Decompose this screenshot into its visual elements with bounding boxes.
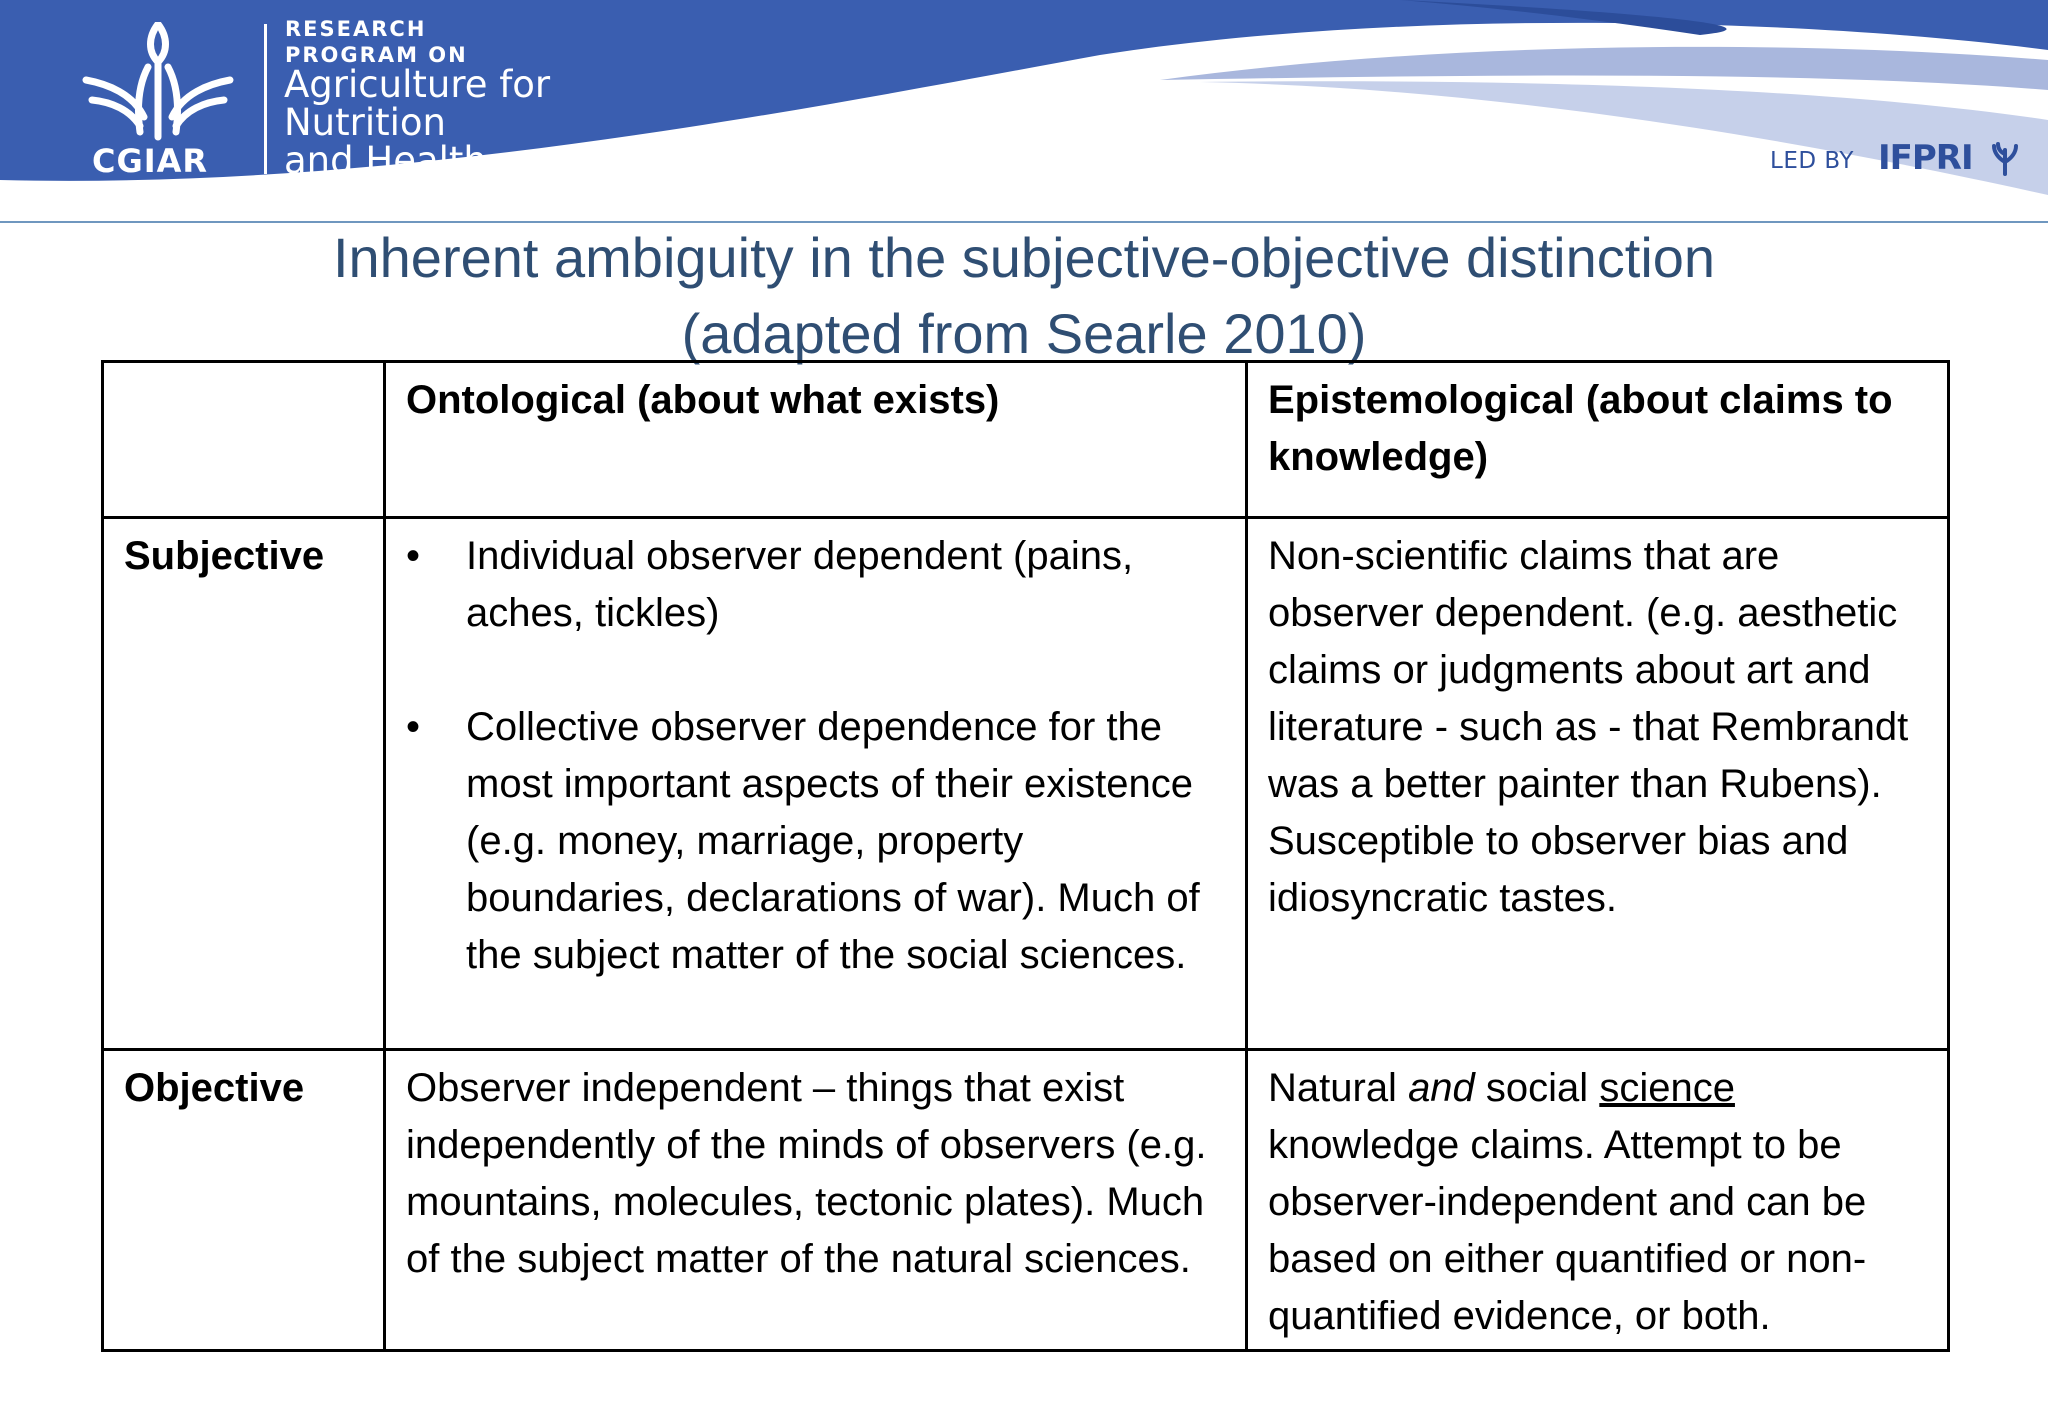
table-row-subjective xyxy=(103,518,1949,1050)
objective-ontological-cell: Observer independent – things that exist independently of the minds of observers (e.g. mountains, molecules, tectonic plates). Much of the subject matter of the natural sciences. xyxy=(385,1050,1247,1351)
objective-epistemological-cell xyxy=(1247,1050,1949,1351)
underlined-text-run: science xyxy=(1599,1066,1735,1111)
ifpri-logo-text: IFPRI xyxy=(1878,138,1973,178)
list-item xyxy=(406,699,1227,984)
column-header-epistemological: Epistemological (about claims to knowledge) xyxy=(1247,362,1949,518)
text-run: social xyxy=(1474,1066,1600,1111)
subjective-epistemological-cell: Non-scientific claims that are observer dependent. (e.g. aesthetic claims or judgments about art and literature - such as - that Rembrandt was a better painter than Rubens). Susceptible to observer bias and idiosyncratic tastes. xyxy=(1247,518,1949,1050)
subjective-ontological-list xyxy=(406,528,1227,984)
research-program-label: RESEARCH xyxy=(285,17,427,41)
logo-divider xyxy=(264,24,267,174)
italic-text-run: and xyxy=(1408,1066,1475,1111)
cgiar-label: CGIAR xyxy=(92,142,209,180)
row-header-subjective: Subjective xyxy=(103,518,385,1050)
list-item-text: Individual observer dependent (pains, aches, tickles) xyxy=(466,534,1134,636)
slide-title-line: (adapted from Searle 2010) xyxy=(681,302,1367,365)
text-run: Natural xyxy=(1268,1066,1409,1111)
slide-title-line: Inherent ambiguity in the subjective-objective distinction xyxy=(332,226,1716,289)
table-header-row xyxy=(103,362,1949,518)
text-run: knowledge claims. Attempt to be observer-independent and can be based on either quantified or non-quantified evidence, or both. xyxy=(1268,1123,1867,1339)
program-on-label: PROGRAM ON xyxy=(285,43,468,67)
program-name-line: Agriculture for xyxy=(284,63,551,106)
program-name-line: and Health xyxy=(284,139,487,182)
program-name-line: Nutrition xyxy=(284,101,447,144)
bullet-icon: • xyxy=(406,705,421,750)
ifpri-leaf-icon xyxy=(1990,142,2020,176)
slide-title xyxy=(0,220,2048,372)
program-name xyxy=(284,63,551,182)
list-item xyxy=(406,528,1227,642)
list-item-text: Collective observer dependence for the most important aspects of their existence (e.g. money, marriage, property boundaries, declarations of war). Much of the subject matter of the social sciences. xyxy=(466,705,1200,978)
row-header-objective: Objective xyxy=(103,1050,385,1351)
subjective-objective-table xyxy=(101,360,1950,1352)
column-header-ontological: Ontological (about what exists) xyxy=(385,362,1247,518)
table-row-objective xyxy=(103,1050,1949,1351)
led-by-label: LED BY xyxy=(1770,148,1854,174)
cgiar-wheat-logo-icon xyxy=(78,22,238,142)
subjective-ontological-cell xyxy=(385,518,1247,1050)
bullet-icon: • xyxy=(406,534,421,579)
table-corner-cell xyxy=(103,362,385,518)
